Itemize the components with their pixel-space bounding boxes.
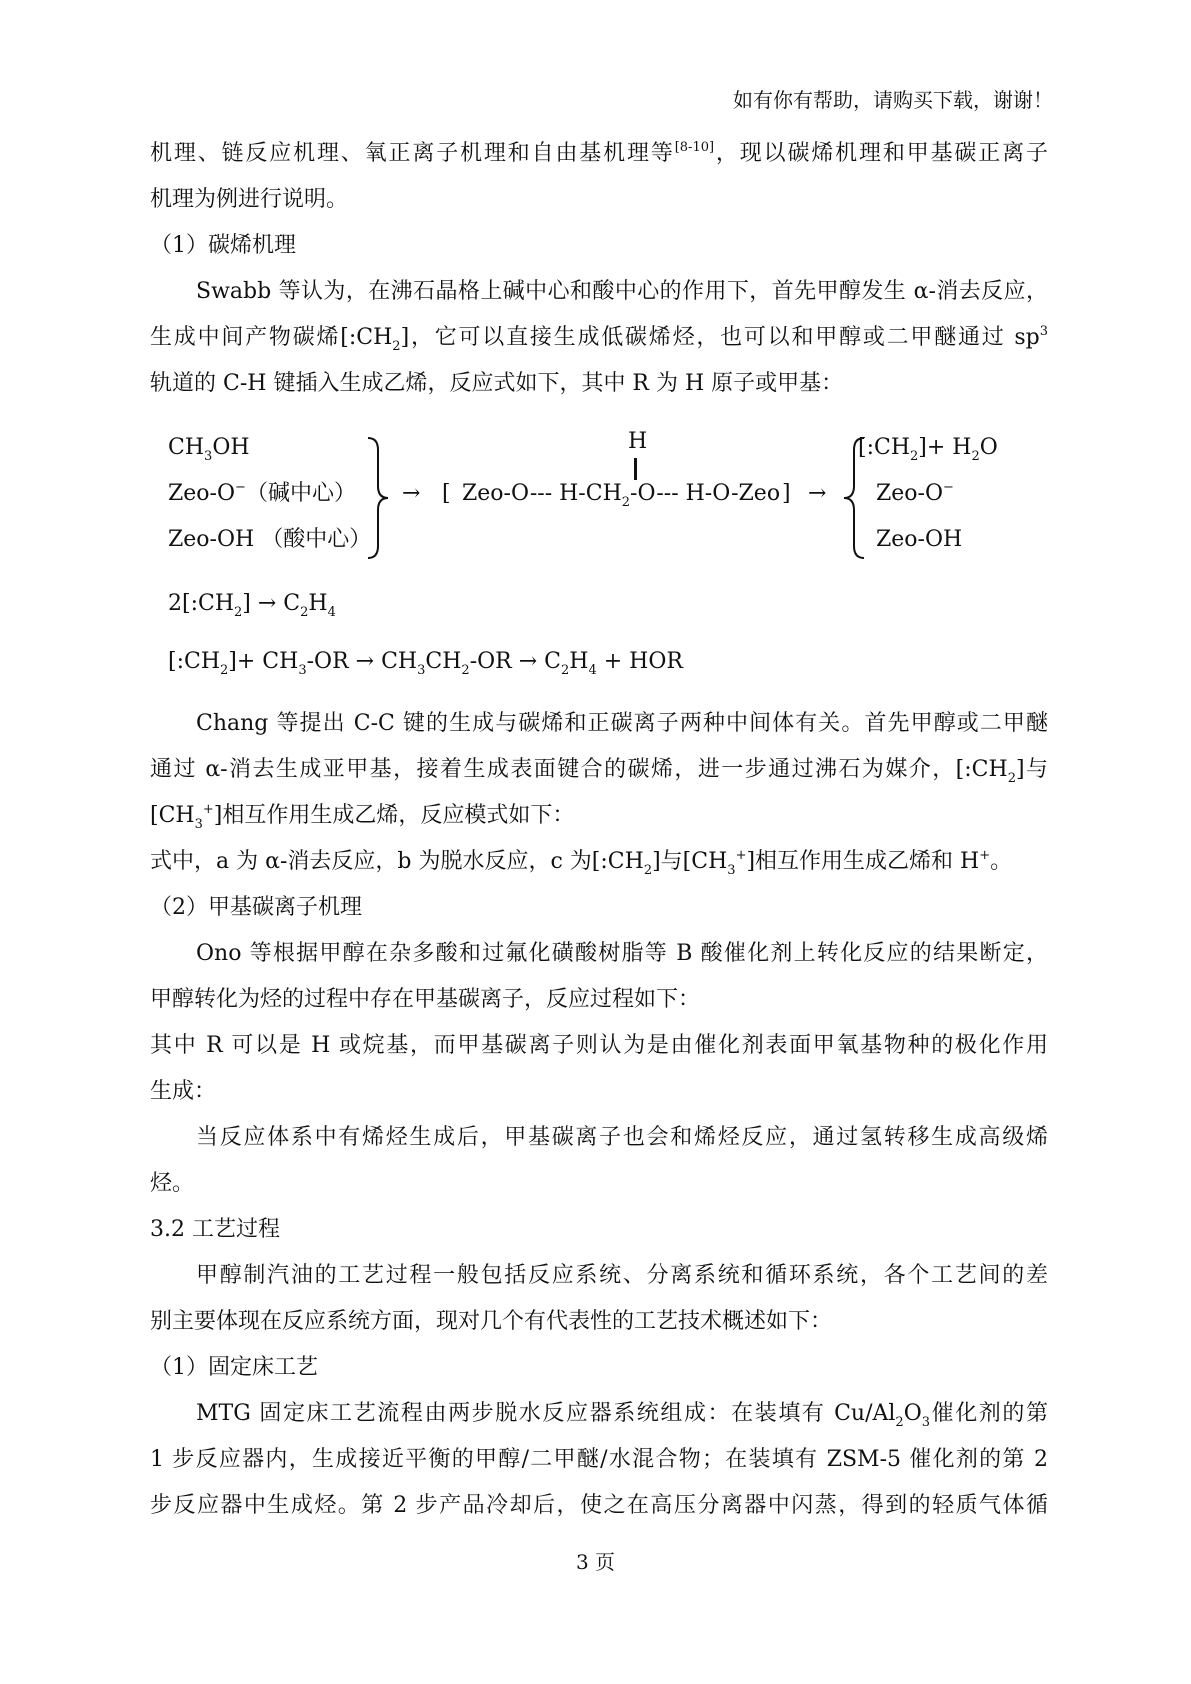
chang-line-1: Chang 等提出 C-C 键的生成与碳烯和正碳离子两种中间体有关。首先甲醇或二甲醚 <box>196 711 1048 736</box>
text-span: ]与[CH <box>652 849 728 874</box>
equation-2 <box>168 646 683 678</box>
text-span: O <box>979 435 998 460</box>
subscript: 2 <box>895 1415 904 1430</box>
text-span: --- H-O-Zeo <box>656 481 781 506</box>
text-span: -OR → C <box>469 649 561 674</box>
process-line-2: 别主要体现在反应系统方面，现对几个有代表性的工艺技术概述如下： <box>150 1309 833 1334</box>
subscript: 4 <box>588 663 597 678</box>
subscript: 3 <box>298 663 307 678</box>
text-span: ]+ H <box>918 435 972 460</box>
bracket-open: [ <box>442 481 451 506</box>
superscript: + <box>202 802 214 817</box>
text-span: Swabb 等认为，在沸石晶格上碱中心和酸中心的作用下，首先甲醇发生 <box>196 279 914 304</box>
reactant-base-site <box>168 478 356 510</box>
subscript: 2 <box>300 605 309 620</box>
text-span: H <box>308 591 328 616</box>
reactant-methanol <box>168 432 250 464</box>
fixed-bed-line-3: 步反应器中生成烃。第 2 步产品冷却后，使之在高压分离器中闪蒸，得到的轻质气体循 <box>150 1493 1048 1518</box>
text-span: 式中，a 为 <box>150 849 266 874</box>
right-brace-icon <box>366 436 392 560</box>
subscript: 2 <box>461 663 470 678</box>
text-span: Zeo-O <box>876 481 944 506</box>
methyl-line-4: 生成： <box>150 1079 217 1104</box>
text-span: -OR → CH <box>306 649 418 674</box>
text-span: [CH <box>150 803 195 828</box>
text-span: 催化剂的第 <box>930 1401 1048 1426</box>
product-carbene-water <box>858 432 998 464</box>
superscript: 3 <box>1039 324 1049 339</box>
text-span: ]相互作用生成乙烯和 H <box>746 849 980 874</box>
methyl-line-6: 烃。 <box>150 1171 195 1196</box>
text-span: Zeo-O <box>462 481 530 506</box>
subscript: 3 <box>727 863 736 878</box>
superscript: + <box>735 848 747 863</box>
chang-line-4 <box>150 846 1012 878</box>
text-span: O <box>903 1401 922 1426</box>
fixed-bed-line-1 <box>196 1398 1048 1430</box>
text-span: --- H-CH <box>529 481 622 506</box>
text-span: -消去反应，b 为脱水反应，c 为[:CH <box>279 849 644 874</box>
text-span: -消去生成亚甲基，接着生成表面键合的碳烯，进一步通过沸石为媒介，[:CH <box>220 757 1008 782</box>
text-span: ]与 <box>1015 757 1048 782</box>
text-span: Zeo-O <box>168 481 236 506</box>
section-subheading-fixed-bed: （1）固定床工艺 <box>150 1355 318 1380</box>
bond-line <box>634 458 637 480</box>
methyl-line-1: Ono 等根据甲醇在杂多酸和过氟化磺酸树脂等 B 酸催化剂上转化反应的结果断定， <box>196 941 1048 966</box>
subscript: 2 <box>234 605 243 620</box>
text-span: ，现以碳烯机理和甲基碳正离子 <box>714 141 1048 166</box>
text-span: ] → C <box>242 591 301 616</box>
text-span: ]+ CH <box>228 649 299 674</box>
text-span: ]相互作用生成乙烯，反应模式如下： <box>213 803 575 828</box>
carbene-paragraph-line-2 <box>150 322 1048 354</box>
subscript: 2 <box>220 663 229 678</box>
chang-line-2 <box>150 754 1048 786</box>
text-span: H <box>569 649 589 674</box>
equation-1 <box>168 588 336 620</box>
subscript: 2 <box>643 863 653 878</box>
methyl-line-2: 甲醇转化为烃的过程中存在甲基碳离子，反应过程如下： <box>150 987 701 1012</box>
subscript: 2 <box>621 495 631 510</box>
subscript: 3 <box>204 449 213 464</box>
subscript: 2 <box>560 663 570 678</box>
arrow-1: → <box>402 481 421 506</box>
section-heading-carbene: （1）碳烯机理 <box>150 233 296 258</box>
product-acid-site: Zeo-OH <box>876 527 963 552</box>
section-heading-process: 3.2 工艺过程 <box>150 1217 280 1242</box>
chang-line-3 <box>150 800 574 832</box>
text-span: OH <box>212 435 250 460</box>
methyl-line-3: 其中 R 可以是 H 或烷基，而甲基碳离子则认为是由催化剂表面甲氧基物种的极化作用 <box>150 1033 1048 1058</box>
subscript: 3 <box>417 663 426 678</box>
text-span: 机理、链反应机理、氧正离子机理和自由基机理等 <box>150 141 675 166</box>
text-span: 通过 <box>150 757 206 782</box>
alpha-symbol: α <box>265 849 280 874</box>
superscript: − <box>943 480 954 495</box>
text-span: CH <box>425 649 462 674</box>
text-span: 生成中间产物碳烯[:CH <box>150 325 393 350</box>
text-span: 2[:CH <box>168 591 235 616</box>
superscript: − <box>235 480 246 495</box>
citation-ref: [8-10] <box>674 140 715 155</box>
header-note: 如有你有帮助，请购买下载，谢谢！ <box>733 88 1053 112</box>
reactant-acid-site: Zeo-OH （酸中心） <box>168 527 372 552</box>
carbene-paragraph-line-3: 轨道的 C-H 键插入生成乙烯，反应式如下，其中 R 为 H 原子或甲基： <box>150 371 844 396</box>
arrow-2: → <box>808 481 827 506</box>
alpha-symbol: α <box>205 757 221 782</box>
carbene-paragraph-line-1 <box>196 276 1048 308</box>
text-span: -O <box>630 481 657 506</box>
transition-state <box>462 478 780 510</box>
subscript: 2 <box>910 449 919 464</box>
alpha-symbol: α <box>913 279 929 304</box>
text-span: ]，它可以直接生成低碳烯烃，也可以和甲醇或二甲醚通过 sp <box>400 325 1040 350</box>
text-span: 。 <box>990 849 1013 874</box>
subscript: 3 <box>921 1415 931 1430</box>
text-span: + HOR <box>596 649 683 674</box>
superscript: + <box>979 848 991 863</box>
product-base-site <box>876 478 954 510</box>
intro-line-2: 机理为例进行说明。 <box>150 187 349 212</box>
methyl-line-5: 当反应体系中有烯烃生成后，甲基碳离子也会和烯烃反应，通过氢转移生成高级烯 <box>196 1125 1048 1150</box>
subscript: 2 <box>392 339 401 354</box>
text-span: MTG 固定床工艺流程由两步脱水反应器系统组成：在装填有 Cu/Al <box>196 1401 896 1426</box>
transition-state-hydrogen: H <box>628 429 648 454</box>
text-span: [:CH <box>168 649 221 674</box>
text-span: CH <box>168 435 205 460</box>
subscript: 4 <box>327 605 336 620</box>
page-number: 3 页 <box>575 1550 616 1574</box>
subscript: 2 <box>971 449 980 464</box>
subscript: 2 <box>1007 771 1016 786</box>
text-span: [:CH <box>858 435 911 460</box>
subscript: 3 <box>194 817 203 832</box>
text-span: -消去反应， <box>928 279 1048 304</box>
bracket-close: ] <box>782 481 791 506</box>
fixed-bed-line-2: 1 步反应器内，生成接近平衡的甲醇/二甲醚/水混合物；在装填有 ZSM-5 催化剂的第 2 <box>150 1447 1048 1472</box>
process-line-1: 甲醇制汽油的工艺过程一般包括反应系统、分离系统和循环系统，各个工艺间的差 <box>196 1263 1048 1288</box>
intro-line-1 <box>150 138 1048 170</box>
section-heading-methyl: （2）甲基碳离子机理 <box>150 895 362 920</box>
text-span: （碱中心） <box>245 481 356 506</box>
